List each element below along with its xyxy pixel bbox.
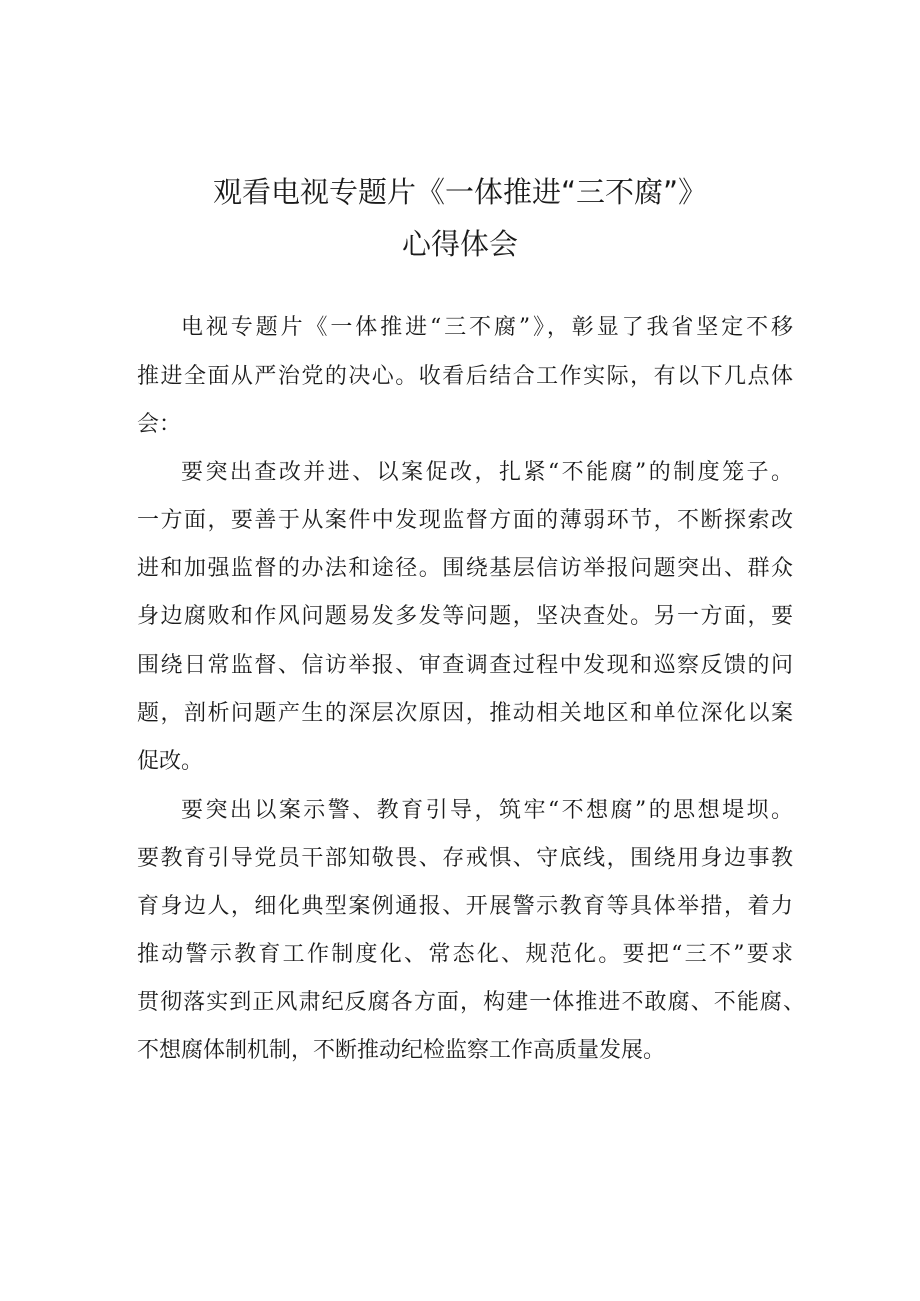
paragraph-2-line-6: 题，剖析问题产生的深层次原因，推动相关地区和单位深化以案 xyxy=(137,701,793,726)
paragraph-3-line-3: 育身边人，细化典型案例通报、开展警示教育等具体举措，着力 xyxy=(137,894,793,919)
document-title-line-2: 心得体会 xyxy=(401,227,518,261)
paragraph-3-line-2: 要教育引导党员干部知敬畏、存戒惧、守底线，围绕用身边事教 xyxy=(137,846,793,871)
paragraph-3-line-4: 推动警示教育工作制度化、常态化、规范化。要把“三不”要求 xyxy=(137,942,793,967)
paragraph-2-line-3: 进和加强监督的办法和途径。围绕基层信访举报问题突出、群众 xyxy=(137,556,793,581)
paragraph-3-line-6: 不想腐体制机制，不断推动纪检监察工作高质量发展。 xyxy=(137,1038,666,1063)
paragraph-3-line-5: 贯彻落实到正风肃纪反腐各方面，构建一体推进不敢腐、不能腐、 xyxy=(137,990,805,1015)
paragraph-1-line-3: 会： xyxy=(137,412,182,437)
paragraph-1-line-1: 电视专题片《一体推进“三不腐”》，彰显了我省坚定不移 xyxy=(181,315,793,340)
document-title-line-1: 观看电视专题片《一体推进“三不腐”》 xyxy=(212,175,708,209)
paragraph-2-line-5: 围绕日常监督、信访举报、审查调查过程中发现和巡察反馈的问 xyxy=(137,653,793,678)
paragraph-3-line-1: 要突出以案示警、教育引导，筑牢“不想腐”的思想堤坝。 xyxy=(181,798,793,823)
paragraph-2-line-7: 促改。 xyxy=(137,749,204,774)
paragraph-2-line-2: 一方面，要善于从案件中发现监督方面的薄弱环节，不断探索改 xyxy=(137,508,793,533)
paragraph-1-line-2: 推进全面从严治党的决心。收看后结合工作实际，有以下几点体 xyxy=(137,364,793,389)
paragraph-2-line-4: 身边腐败和作风问题易发多发等问题，坚决查处。另一方面，要 xyxy=(137,604,793,629)
paragraph-2-line-1: 要突出查改并进、以案促改，扎紧“不能腐”的制度笼子。 xyxy=(181,460,793,485)
